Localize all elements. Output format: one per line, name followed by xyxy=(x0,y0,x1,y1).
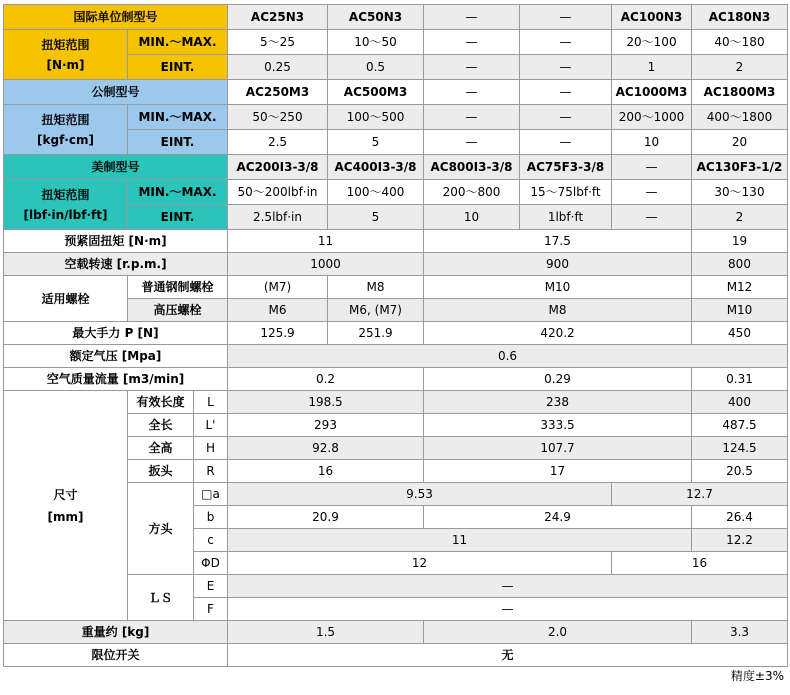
eint-label: EINT. xyxy=(128,55,228,80)
weight-row xyxy=(4,621,788,644)
table-cell: 15～75lbf·ft xyxy=(520,180,612,205)
model-cell: AC25N3 xyxy=(228,5,328,30)
hand-force-row xyxy=(4,322,788,345)
model-cell: AC75F3-3/8 xyxy=(520,155,612,180)
nm-range-row xyxy=(4,30,788,55)
table-cell: 0.5 xyxy=(328,55,424,80)
table-cell: 20 xyxy=(692,130,788,155)
limit-switch-row xyxy=(4,644,788,667)
table-cell: 20.5 xyxy=(692,460,788,483)
table-cell: 12 xyxy=(228,552,612,575)
eint-label: EINT. xyxy=(128,130,228,155)
table-cell: 0.29 xyxy=(424,368,692,391)
model-cell: AC200I3-3/8 xyxy=(228,155,328,180)
table-cell: 0.6 xyxy=(228,345,788,368)
table-cell: 0.25 xyxy=(228,55,328,80)
intl-model-row xyxy=(4,5,788,30)
symbol-cell: L xyxy=(194,391,228,414)
spec-table xyxy=(3,4,788,667)
bolt-label: 适用螺栓 xyxy=(4,276,128,322)
table-cell: 无 xyxy=(228,644,788,667)
table-cell: 400～1800 xyxy=(692,105,788,130)
model-cell: — xyxy=(424,80,520,105)
table-cell: — xyxy=(612,205,692,230)
table-cell: — xyxy=(424,30,520,55)
table-cell: 1lbf·ft xyxy=(520,205,612,230)
table-cell: 1.5 xyxy=(228,621,424,644)
limit-switch-dim-label: ＬＳ xyxy=(128,575,194,621)
table-cell: 420.2 xyxy=(424,322,692,345)
table-cell: 20.9 xyxy=(228,506,424,529)
table-cell: — xyxy=(520,130,612,155)
preset-torque-row xyxy=(4,230,788,253)
model-cell: AC400I3-3/8 xyxy=(328,155,424,180)
dimension-title: 尺寸 xyxy=(53,487,78,502)
table-cell: M6, (M7) xyxy=(328,299,424,322)
effective-length-label: 有效长度 xyxy=(128,391,194,414)
table-cell: — xyxy=(424,130,520,155)
table-cell: 12.7 xyxy=(612,483,788,506)
model-cell: AC1800M3 xyxy=(692,80,788,105)
table-cell: 450 xyxy=(692,322,788,345)
table-cell: M12 xyxy=(692,276,788,299)
table-cell: 50～200lbf·in xyxy=(228,180,328,205)
table-cell: 1 xyxy=(612,55,692,80)
weight-label: 重量约 [kg] xyxy=(4,621,228,644)
table-cell: — xyxy=(520,30,612,55)
bolt-normal-row xyxy=(4,276,788,299)
table-cell: 5 xyxy=(328,205,424,230)
symbol-cell: E xyxy=(194,575,228,598)
model-cell: AC130F3-1/2 xyxy=(692,155,788,180)
model-cell: AC1000M3 xyxy=(612,80,692,105)
symbol-cell: H xyxy=(194,437,228,460)
table-cell: M10 xyxy=(692,299,788,322)
normal-bolt-label: 普通钢制螺栓 xyxy=(128,276,228,299)
table-cell: 333.5 xyxy=(424,414,692,437)
overall-length-label: 全长 xyxy=(128,414,194,437)
symbol-cell: b xyxy=(194,506,228,529)
torque-range-text: 扭矩范围 xyxy=(41,187,90,202)
symbol-cell: F xyxy=(194,598,228,621)
torque-range-text: 扭矩范围 xyxy=(41,112,90,127)
min-max-label: MIN.～MAX. xyxy=(128,30,228,55)
pressure-row xyxy=(4,345,788,368)
eint-label: EINT. xyxy=(128,205,228,230)
table-cell: — xyxy=(228,598,788,621)
symbol-cell: c xyxy=(194,529,228,552)
table-cell: — xyxy=(520,105,612,130)
lbf-range-row xyxy=(4,180,788,205)
model-cell: AC50N3 xyxy=(328,5,424,30)
table-cell: 2.5lbf·in xyxy=(228,205,328,230)
symbol-cell: L' xyxy=(194,414,228,437)
high-bolt-label: 高压螺栓 xyxy=(128,299,228,322)
kgf-range-row xyxy=(4,105,788,130)
table-cell: M10 xyxy=(424,276,692,299)
dimension-label xyxy=(4,391,128,621)
table-cell: 0.31 xyxy=(692,368,788,391)
table-cell: 5 xyxy=(328,130,424,155)
intl-model-label: 国际单位制型号 xyxy=(4,5,228,30)
model-cell: AC250M3 xyxy=(228,80,328,105)
pressure-label: 额定气压 [Mpa] xyxy=(4,345,228,368)
min-max-label: MIN.～MAX. xyxy=(128,105,228,130)
table-cell: 12.2 xyxy=(692,529,788,552)
table-cell: 3.3 xyxy=(692,621,788,644)
model-cell: AC180N3 xyxy=(692,5,788,30)
unit-text: [kgf·cm] xyxy=(37,132,94,147)
lbf-torque-label xyxy=(4,180,128,230)
table-cell: 9.53 xyxy=(228,483,612,506)
dim-l-row xyxy=(4,391,788,414)
preset-torque-label: 预紧固扭矩 [N·m] xyxy=(4,230,228,253)
table-cell: 2.0 xyxy=(424,621,692,644)
table-cell: 198.5 xyxy=(228,391,424,414)
model-cell: — xyxy=(424,5,520,30)
table-cell: 17 xyxy=(424,460,692,483)
table-cell: 251.9 xyxy=(328,322,424,345)
table-cell: M6 xyxy=(228,299,328,322)
table-cell: 100～400 xyxy=(328,180,424,205)
us-model-label: 美制型号 xyxy=(4,155,228,180)
table-cell: 124.5 xyxy=(692,437,788,460)
table-cell: M8 xyxy=(328,276,424,299)
table-cell: 487.5 xyxy=(692,414,788,437)
table-cell: — xyxy=(612,180,692,205)
metric-model-row xyxy=(4,80,788,105)
table-cell: 16 xyxy=(612,552,788,575)
table-cell: 800 xyxy=(692,253,788,276)
table-cell: 2 xyxy=(692,55,788,80)
table-cell: 40～180 xyxy=(692,30,788,55)
model-cell: — xyxy=(612,155,692,180)
head-label: 扳头 xyxy=(128,460,194,483)
table-cell: — xyxy=(424,55,520,80)
table-cell: 17.5 xyxy=(424,230,692,253)
table-cell: 200～1000 xyxy=(612,105,692,130)
table-cell: — xyxy=(228,575,788,598)
model-cell: — xyxy=(520,80,612,105)
nm-torque-label xyxy=(4,30,128,80)
unit-text: [lbf·in/lbf·ft] xyxy=(23,207,108,222)
table-cell: 125.9 xyxy=(228,322,328,345)
table-cell: 26.4 xyxy=(692,506,788,529)
table-cell: 11 xyxy=(228,529,692,552)
symbol-cell: □a xyxy=(194,483,228,506)
table-cell: 1000 xyxy=(228,253,424,276)
air-flow-row xyxy=(4,368,788,391)
table-cell: M8 xyxy=(424,299,692,322)
table-cell: 16 xyxy=(228,460,424,483)
table-cell: 0.2 xyxy=(228,368,424,391)
table-cell: 2 xyxy=(692,205,788,230)
table-cell: 19 xyxy=(692,230,788,253)
model-cell: AC800I3-3/8 xyxy=(424,155,520,180)
table-cell: 30～130 xyxy=(692,180,788,205)
overall-height-label: 全高 xyxy=(128,437,194,460)
table-cell: — xyxy=(520,55,612,80)
table-cell: — xyxy=(424,105,520,130)
free-speed-row xyxy=(4,253,788,276)
square-drive-label: 方头 xyxy=(128,483,194,575)
table-cell: 238 xyxy=(424,391,692,414)
table-cell: 10 xyxy=(424,205,520,230)
table-cell: 92.8 xyxy=(228,437,424,460)
hand-force-label: 最大手力 P [N] xyxy=(4,322,228,345)
model-cell: — xyxy=(520,5,612,30)
accuracy-note: 精度±3% xyxy=(730,669,784,683)
model-cell: AC100N3 xyxy=(612,5,692,30)
table-cell: 107.7 xyxy=(424,437,692,460)
table-cell: 293 xyxy=(228,414,424,437)
us-model-row xyxy=(4,155,788,180)
table-cell: 10～50 xyxy=(328,30,424,55)
unit-text: [N·m] xyxy=(46,57,85,72)
torque-range-text: 扭矩范围 xyxy=(41,37,90,52)
model-cell: AC500M3 xyxy=(328,80,424,105)
table-cell: 50～250 xyxy=(228,105,328,130)
min-max-label: MIN.～MAX. xyxy=(128,180,228,205)
dimension-unit: [mm] xyxy=(47,509,84,524)
table-cell: 11 xyxy=(228,230,424,253)
limit-switch-label: 限位开关 xyxy=(4,644,228,667)
metric-model-label: 公制型号 xyxy=(4,80,228,105)
symbol-cell: R xyxy=(194,460,228,483)
table-cell: 200～800 xyxy=(424,180,520,205)
table-cell: 2.5 xyxy=(228,130,328,155)
table-cell: 10 xyxy=(612,130,692,155)
table-cell: 400 xyxy=(692,391,788,414)
air-flow-label: 空气质量流量 [m3/min] xyxy=(4,368,228,391)
table-cell: 100～500 xyxy=(328,105,424,130)
kgf-torque-label xyxy=(4,105,128,155)
table-cell: 900 xyxy=(424,253,692,276)
table-cell: 24.9 xyxy=(424,506,692,529)
table-cell: (M7) xyxy=(228,276,328,299)
symbol-cell: ΦD xyxy=(194,552,228,575)
table-cell: 5～25 xyxy=(228,30,328,55)
free-speed-label: 空载转速 [r.p.m.] xyxy=(4,253,228,276)
table-cell: 20～100 xyxy=(612,30,692,55)
